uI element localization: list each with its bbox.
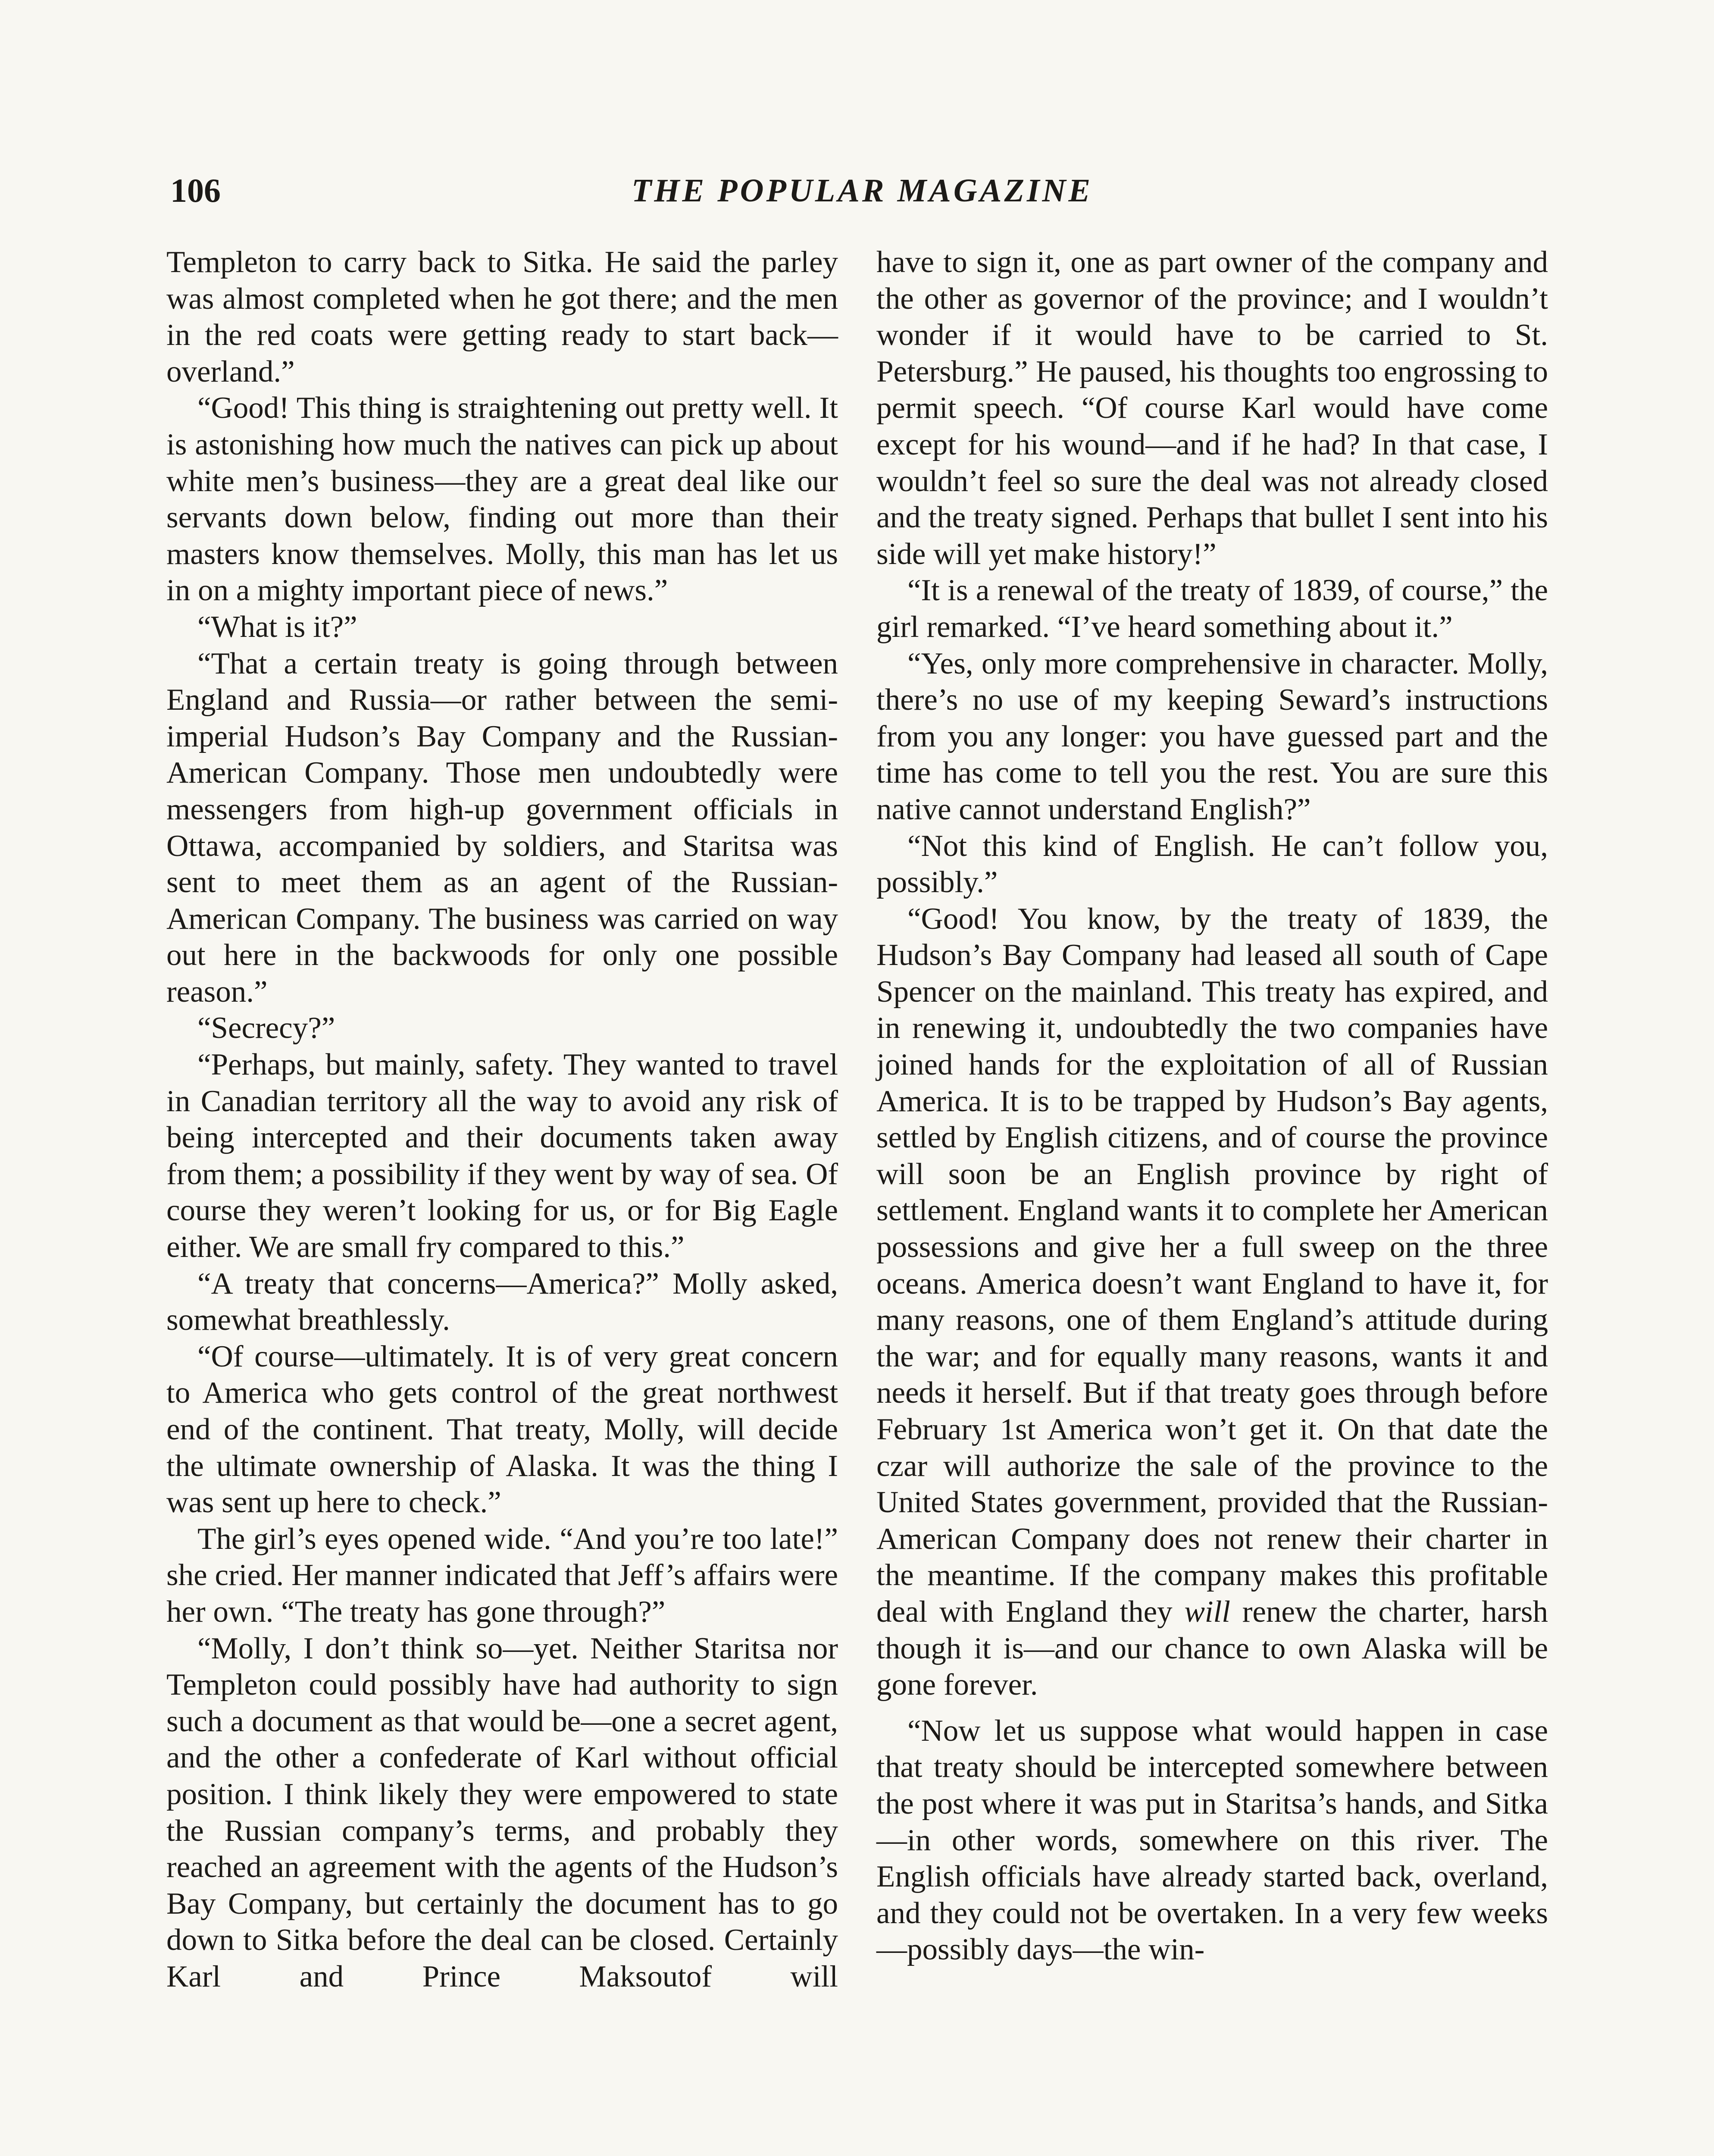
emphasized-text: will	[1184, 1595, 1230, 1629]
paragraph: “Yes, only more comprehensive in character. Molly, there’s no use of my keeping Seward’s instructions from you any longer: you have guessed part and the time has come to tell you the rest. You are sure this native cannot understand English?”	[876, 646, 1548, 826]
text-run: “Good! You know, by the treaty of 1839, the Hudson’s Bay Company had leased all south of Cape Spencer on the mainland. This treaty has expired, and in renewing it, undoubtedly the two companies have joined hands for the exploitation of all of Russian America. It is to be trapped by Hudson’s Bay agents, settled by English citizens, and of course the province will soon be an English province by right of settlement. England wants it to complete her American possessions and give her a full sweep on the three oceans. America doesn’t want England to have it, for many reasons, one of them England’s attitude during the war; and for equally many reasons, wants it and needs it herself. But if that treaty goes through before February 1st America won’t get it. On that date the czar will authorize the sale of the province to the United States government, provided that the Russian-American Company does not renew their charter in the meantime. If the company makes this profitable deal with England they	[876, 902, 1548, 1629]
right-column	[876, 244, 1548, 1968]
paragraph: The girl’s eyes opened wide. “And you’re too late!” she cried. Her manner indicated that Jeff’s affairs were her own. “The treaty has gone through?”	[166, 1522, 838, 1629]
paragraph: “It is a renewal of the treaty of 1839, of course,” the girl remarked. “I’ve heard something about it.”	[876, 573, 1548, 644]
paragraph: “Now let us suppose what would happen in case that treaty should be intercepted somewhere between the post where it was put in Staritsa’s hands, and Sitka—in other words, somewhere on this river. The English officials have already started back, overland, and they could not be overtaken. In a very few weeks—possibly days—the win-	[876, 1714, 1548, 1967]
paragraph: “Secrecy?”	[197, 1011, 335, 1045]
paragraph: Templeton to carry back to Sitka. He said the parley was almost completed when he got there; and the men in the red coats were getting ready to start back—overland.”	[166, 245, 838, 389]
paragraph: “A treaty that concerns—America?” Molly asked, somewhat breathlessly.	[166, 1266, 838, 1337]
page-header	[170, 169, 1554, 212]
paragraph: “Molly, I don’t think so—yet. Neither Staritsa nor Templeton could possibly have had authority to sign such a document as that would be—one a secret agent, and the other a confederate of Karl without official position. I think likely they were empowered to state the Russian company’s terms, and probably they reached an agreement with the agents of the Hudson’s Bay Company, but certainly the document has to go down to Sitka before the deal can be closed. Certainly Karl and Prince Maksoutof will	[166, 1631, 838, 1993]
paragraph: “What is it?”	[197, 610, 357, 644]
left-column	[166, 244, 838, 2031]
paragraph: “That a certain treaty is going through between England and Russia—or rather between the semi-imperial Hudson’s Bay Company and the Russian-American Company. Those men undoubtedly were messengers from high-up government officials in Ottawa, accompanied by soldiers, and Staritsa was sent to meet them as an agent of the Russian-American Company. The business was carried on way out here in the backwoods for only one possible reason.”	[166, 646, 838, 1009]
paragraph	[876, 901, 1548, 1703]
paragraph: “Not this kind of English. He can’t follow you, possibly.”	[876, 829, 1548, 899]
magazine-title: THE POPULAR MAGAZINE	[631, 172, 1093, 209]
paragraph: have to sign it, one as part owner of the company and the other as governor of the province; and I wouldn’t wonder if it would have to be carried to St. Petersburg.” He paused, his thoughts too engrossing to permit speech. “Of course Karl would have come except for his wound—and if he had? In that case, I wouldn’t feel so sure the deal was not already closed and the treaty signed. Perhaps that bullet I sent into his side will yet make history!”	[876, 245, 1548, 571]
page-number: 106	[170, 172, 221, 209]
paragraph: “Perhaps, but mainly, safety. They wanted to travel in Canadian territory all the way to avoid any risk of being intercepted and their documents taken away from them; a possibility if they went by way of sea. Of course they weren’t looking for us, or for Big Eagle either. We are small fry compared to this.”	[166, 1048, 838, 1264]
paragraph: “Good! This thing is straightening out pretty well. It is astonishing how much the natives can pick up about white men’s business—they are a great deal like our servants down below, finding out more than their masters know themselves. Molly, this man has let us in on a mighty important piece of news.”	[166, 391, 838, 608]
text-run: renew the charter, harsh though it is—and our chance to own Alaska will be gone forever.	[876, 1595, 1548, 1702]
paragraph: “Of course—ultimately. It is of very great concern to America who gets control of the great northwest end of the continent. That treaty, Molly, will decide the ultimate ownership of Alaska. It was the thing I was sent up here to check.”	[166, 1339, 838, 1520]
